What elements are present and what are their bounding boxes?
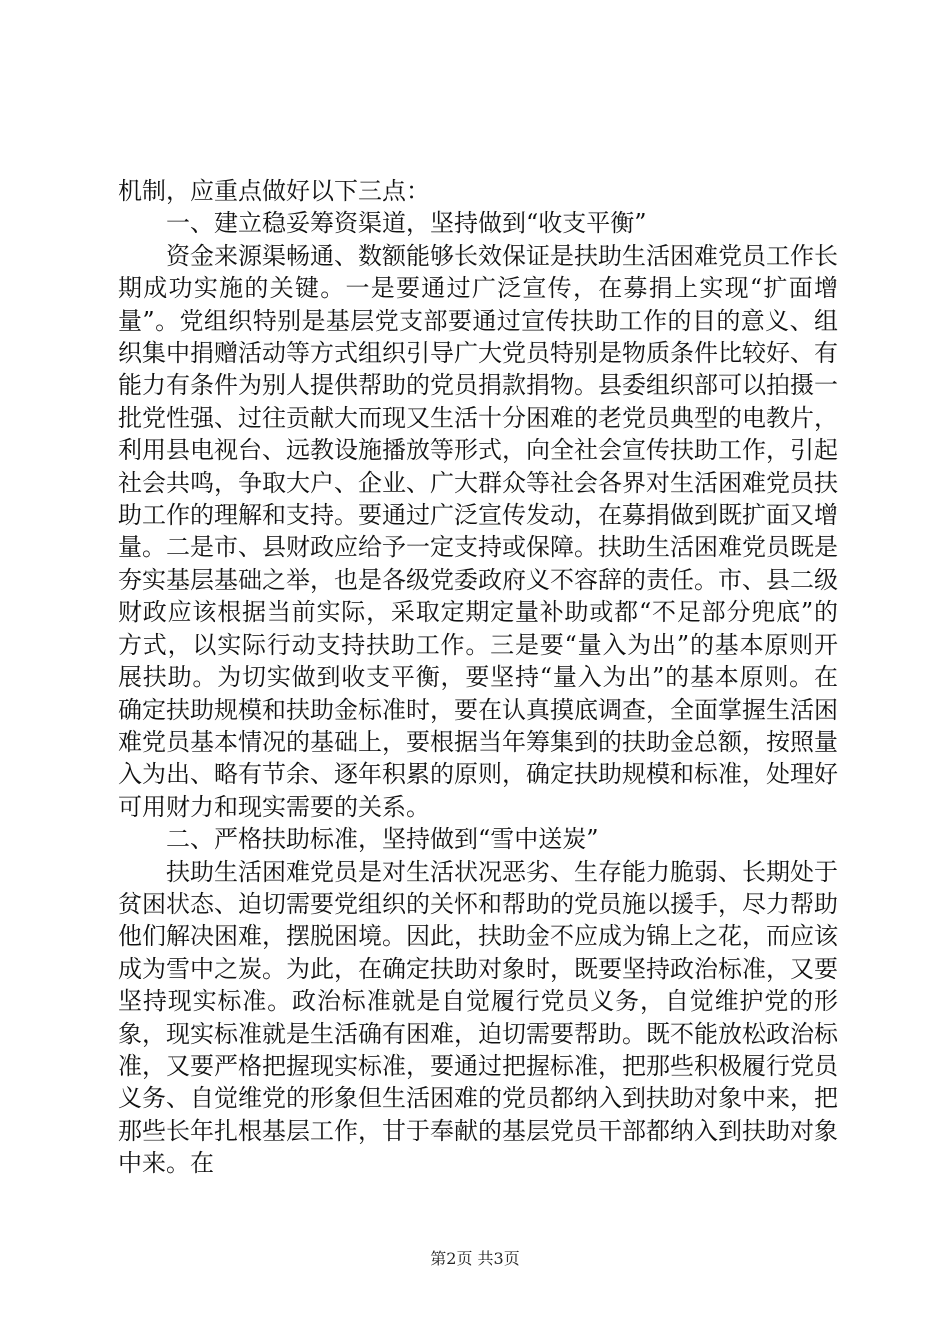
document-body [118,175,838,1180]
paragraph-body-1: 资金来源渠畅通、数额能够长效保证是扶助生活困难党员工作长期成功实施的关键。一是要通过广泛宣传，在募捐上实现“扩面增量”。党组织特别是基层党支部要通过宣传扶助工作的目的意义、组织集中捐赠活动等方式组织引导广大党员特别是物质条件比较好、有能力有条件为别人提供帮助的党员捐款捐物。县委组织部可以拍摄一批党性强、过往贡献大而现又生活十分困难的老党员典型的电教片，利用县电视台、远教设施播放等形式，向全社会宣传扶助工作，引起社会共鸣，争取大户、企业、广大群众等社会各界对生活困难党员扶助工作的理解和支持。要通过广泛宣传发动，在募捐做到既扩面又增量。二是市、县财政应给予一定支持或保障。扶助生活困难党员既是夯实基层基础之举，也是各级党委政府义不容辞的责任。市、县二级财政应该根据当前实际，采取定期定量补助或都“不足部分兜底”的方式，以实际行动支持扶助工作。三是要“量入为出”的基本原则开展扶助。为切实做到收支平衡，要坚持“量入为出”的基本原则。在确定扶助规模和扶助金标准时，要在认真摸底调查，全面掌握生活困难党员基本情况的基础上，要根据当年筹集到的扶助金总额，按照量入为出、略有节余、逐年积累的原则，确定扶助规模和标准，处理好可用财力和现实需要的关系。 [118,241,838,821]
section-heading-2: 二、严格扶助标准，坚持做到“雪中送炭” [166,825,599,854]
page-footer: 第2页 共3页 [430,1249,520,1268]
paragraph-continuation: 机制，应重点做好以下三点： [118,177,430,205]
section-heading-1: 一、建立稳妥筹资渠道，坚持做到“收支平衡” [166,209,647,238]
paragraph-body-2: 扶助生活困难党员是对生活状况恶劣、生存能力脆弱、长期处于贫困状态、迫切需要党组织的关怀和帮助的党员施以援手，尽力帮助他们解决困难，摆脱困境。因此，扶助金不应成为锦上之花，而应该成为雪中之炭。为此，在确定扶助对象时，既要坚持政治标准，又要坚持现实标准。政治标准就是自觉履行党员义务，自觉维护党的形象，现实标准就是生活确有困难，迫切需要帮助。既不能放松政治标准，又要严格把握现实标准，要通过把握标准，把那些积极履行党员义务、自觉维党的形象但生活困难的党员都纳入到扶助对象中来，把那些长年扎根基层工作，甘于奉献的基层党员干部都纳入到扶助对象中来。在 [118,857,838,1178]
